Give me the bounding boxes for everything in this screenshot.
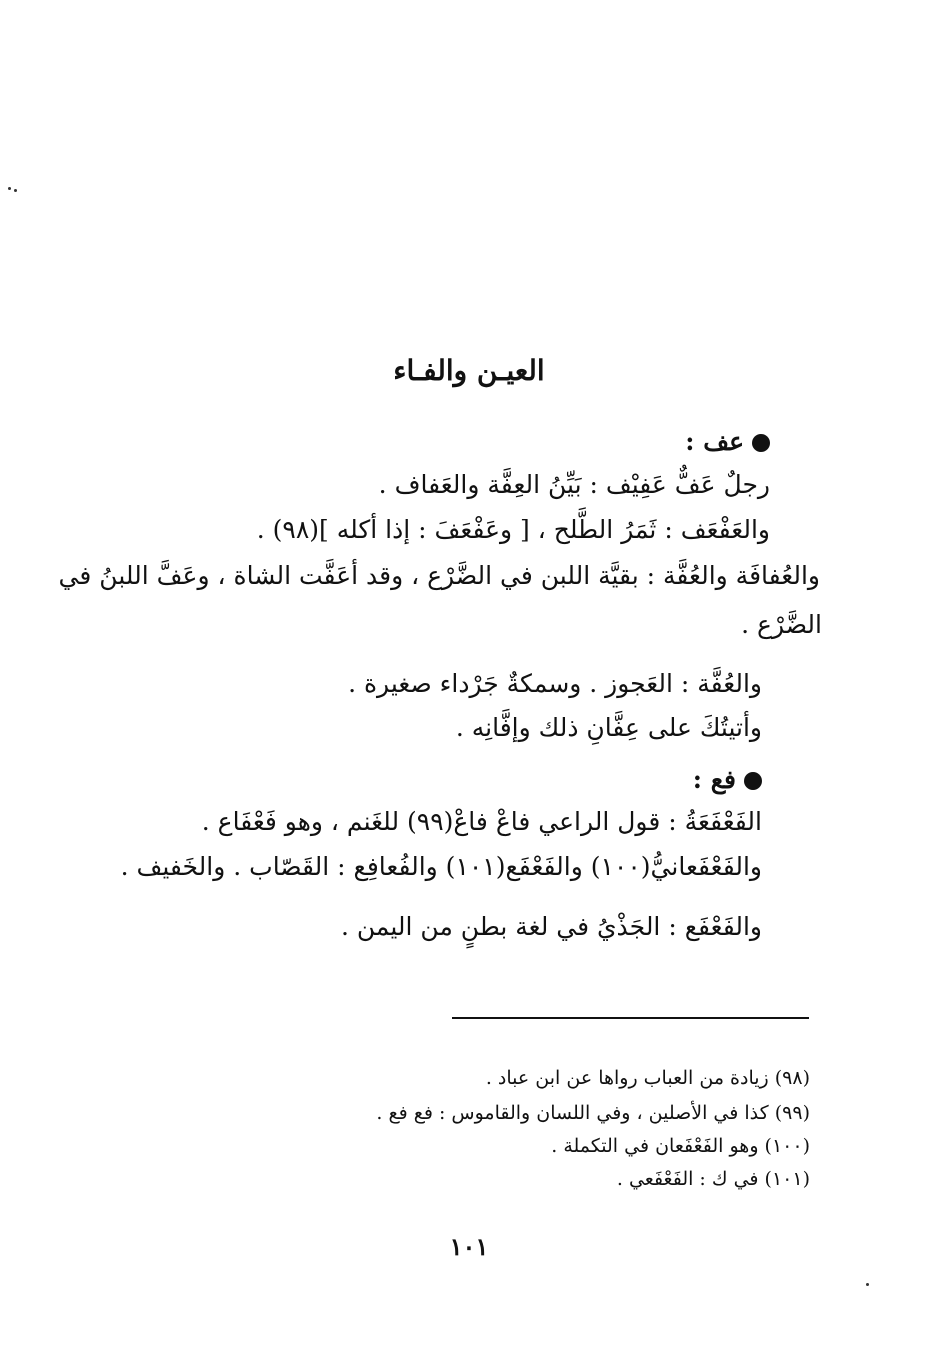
footnote: (١٠١) في ك : الفَعْفَعي . (616, 1168, 810, 1190)
entry-head-label: عف : (685, 427, 744, 456)
footnote-divider (452, 1017, 809, 1019)
margin-speck (14, 189, 17, 192)
page-number: ١٠١ (449, 1232, 489, 1261)
margin-speck (866, 1283, 869, 1286)
entry-line: رجلٌ عَفٌّ عَفِيْف : بَيِّنُ العِفَّة والعَفاف . (378, 470, 770, 499)
bullet-icon (752, 434, 770, 452)
entry-line: وأتيتُكَ على عِفَّانِ ذلك وإفَّانِه . (455, 713, 762, 742)
entry-line: والعُفافَة والعُفَّة : بقيَّة اللبن في الضَّرْع ، وقد أعَفَّت الشاة ، وعَفَّ اللبنُ في (58, 561, 820, 590)
entry-line: والعَفْعَف : ثَمَرُ الطَّلح ، [ وعَفْعَفَ : إذا أكله ](٩٨) . (256, 515, 770, 544)
entry-line: والعُفَّة : العَجوز . وسمكةٌ جَرْداء صغيرة . (348, 669, 762, 698)
entry-line: الضَّرْع . (741, 610, 822, 639)
entry-line: الفَعْفَعَةُ : قول الراعي فاعْ فاعْ(٩٩) للغَنم ، وهو فَعْفَاع . (201, 807, 762, 836)
entry-line: والفَعْفَع : الجَذْيُ في لغة بطنٍ من اليمن . (340, 912, 762, 941)
footnote: (٩٨) زيادة من العباب رواها عن ابن عباد . (485, 1067, 810, 1089)
section-title: العيـن والفـاء (393, 354, 545, 387)
margin-speck (8, 187, 11, 190)
entry-head-fa (693, 762, 762, 798)
bullet-icon (744, 772, 762, 790)
footnote: (٩٩) كذا في الأصلين ، وفي اللسان والقاموس : فع فع . (376, 1102, 810, 1124)
entry-head-label: فع : (692, 765, 736, 794)
footnote: (١٠٠) وهو الفَعْفَعان في التكملة . (551, 1135, 810, 1157)
entry-line: والفَعْفَعانيُّ(١٠٠) والفَعْفَع(١٠١) والفُعافِع : القَصّاب . والخَفيف . (120, 852, 762, 881)
entry-head-af (685, 424, 770, 460)
